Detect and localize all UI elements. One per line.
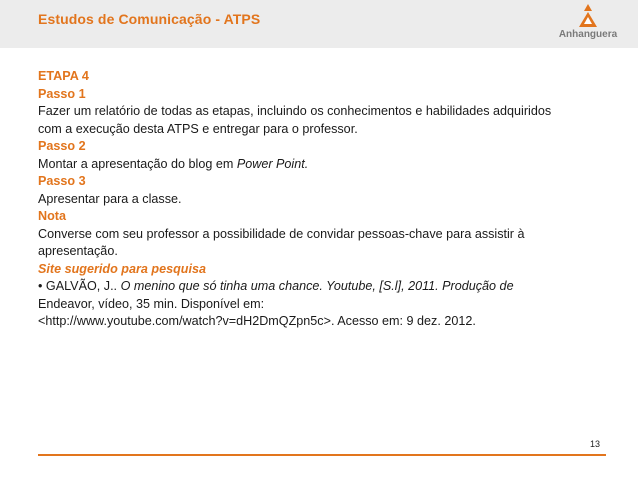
site-heading: Site sugerido para pesquisa [38, 261, 206, 276]
anhanguera-logo [548, 3, 628, 45]
passo3-text: Apresentar para a classe. [38, 191, 182, 206]
passo1-text-line2: com a execução desta ATPS e entregar para o professor. [38, 121, 358, 136]
etapa-heading: ETAPA 4 [38, 69, 89, 83]
passo1-text-line1: Fazer um relatório de todas as etapas, incluindo os conhecimentos e habilidades adquiridos [38, 104, 552, 118]
slide-title: Estudos de Comunicação - ATPS [38, 11, 261, 27]
reference-title-italic: O menino que só tinha uma chance. Youtube, [S.l], 2011. Produção de [120, 279, 514, 293]
nota-text-line1: Converse com seu professor a possibilidade de convidar pessoas-chave para assistir à [38, 226, 525, 241]
reference-line3: <http://www.youtube.com/watch?v=dH2DmQZpn5c>. Acesso em: 9 dez. 2012. [38, 314, 476, 328]
slide-header [0, 0, 638, 48]
reference-line2: Endeavor, vídeo, 35 min. Disponível em: [38, 296, 265, 311]
footer-divider [38, 454, 606, 456]
slide-content [38, 68, 608, 331]
passo1-heading: Passo 1 [38, 86, 86, 101]
logo-flame-icon [571, 3, 605, 29]
nota-heading: Nota [38, 209, 66, 223]
passo2-text-italic: Power Point. [236, 156, 309, 171]
passo2-heading: Passo 2 [38, 139, 86, 153]
reference-prefix: • GALVÃO, J.. [38, 279, 121, 293]
nota-text-line2: apresentação. [38, 244, 118, 258]
logo-text: Anhanguera [558, 29, 618, 40]
reference-line1 [38, 278, 608, 296]
passo3-heading: Passo 3 [38, 174, 86, 188]
passo2-text-plain: Montar a apresentação do blog em [38, 156, 237, 171]
passo2-text [38, 156, 608, 174]
page-number: 13 [590, 439, 601, 449]
